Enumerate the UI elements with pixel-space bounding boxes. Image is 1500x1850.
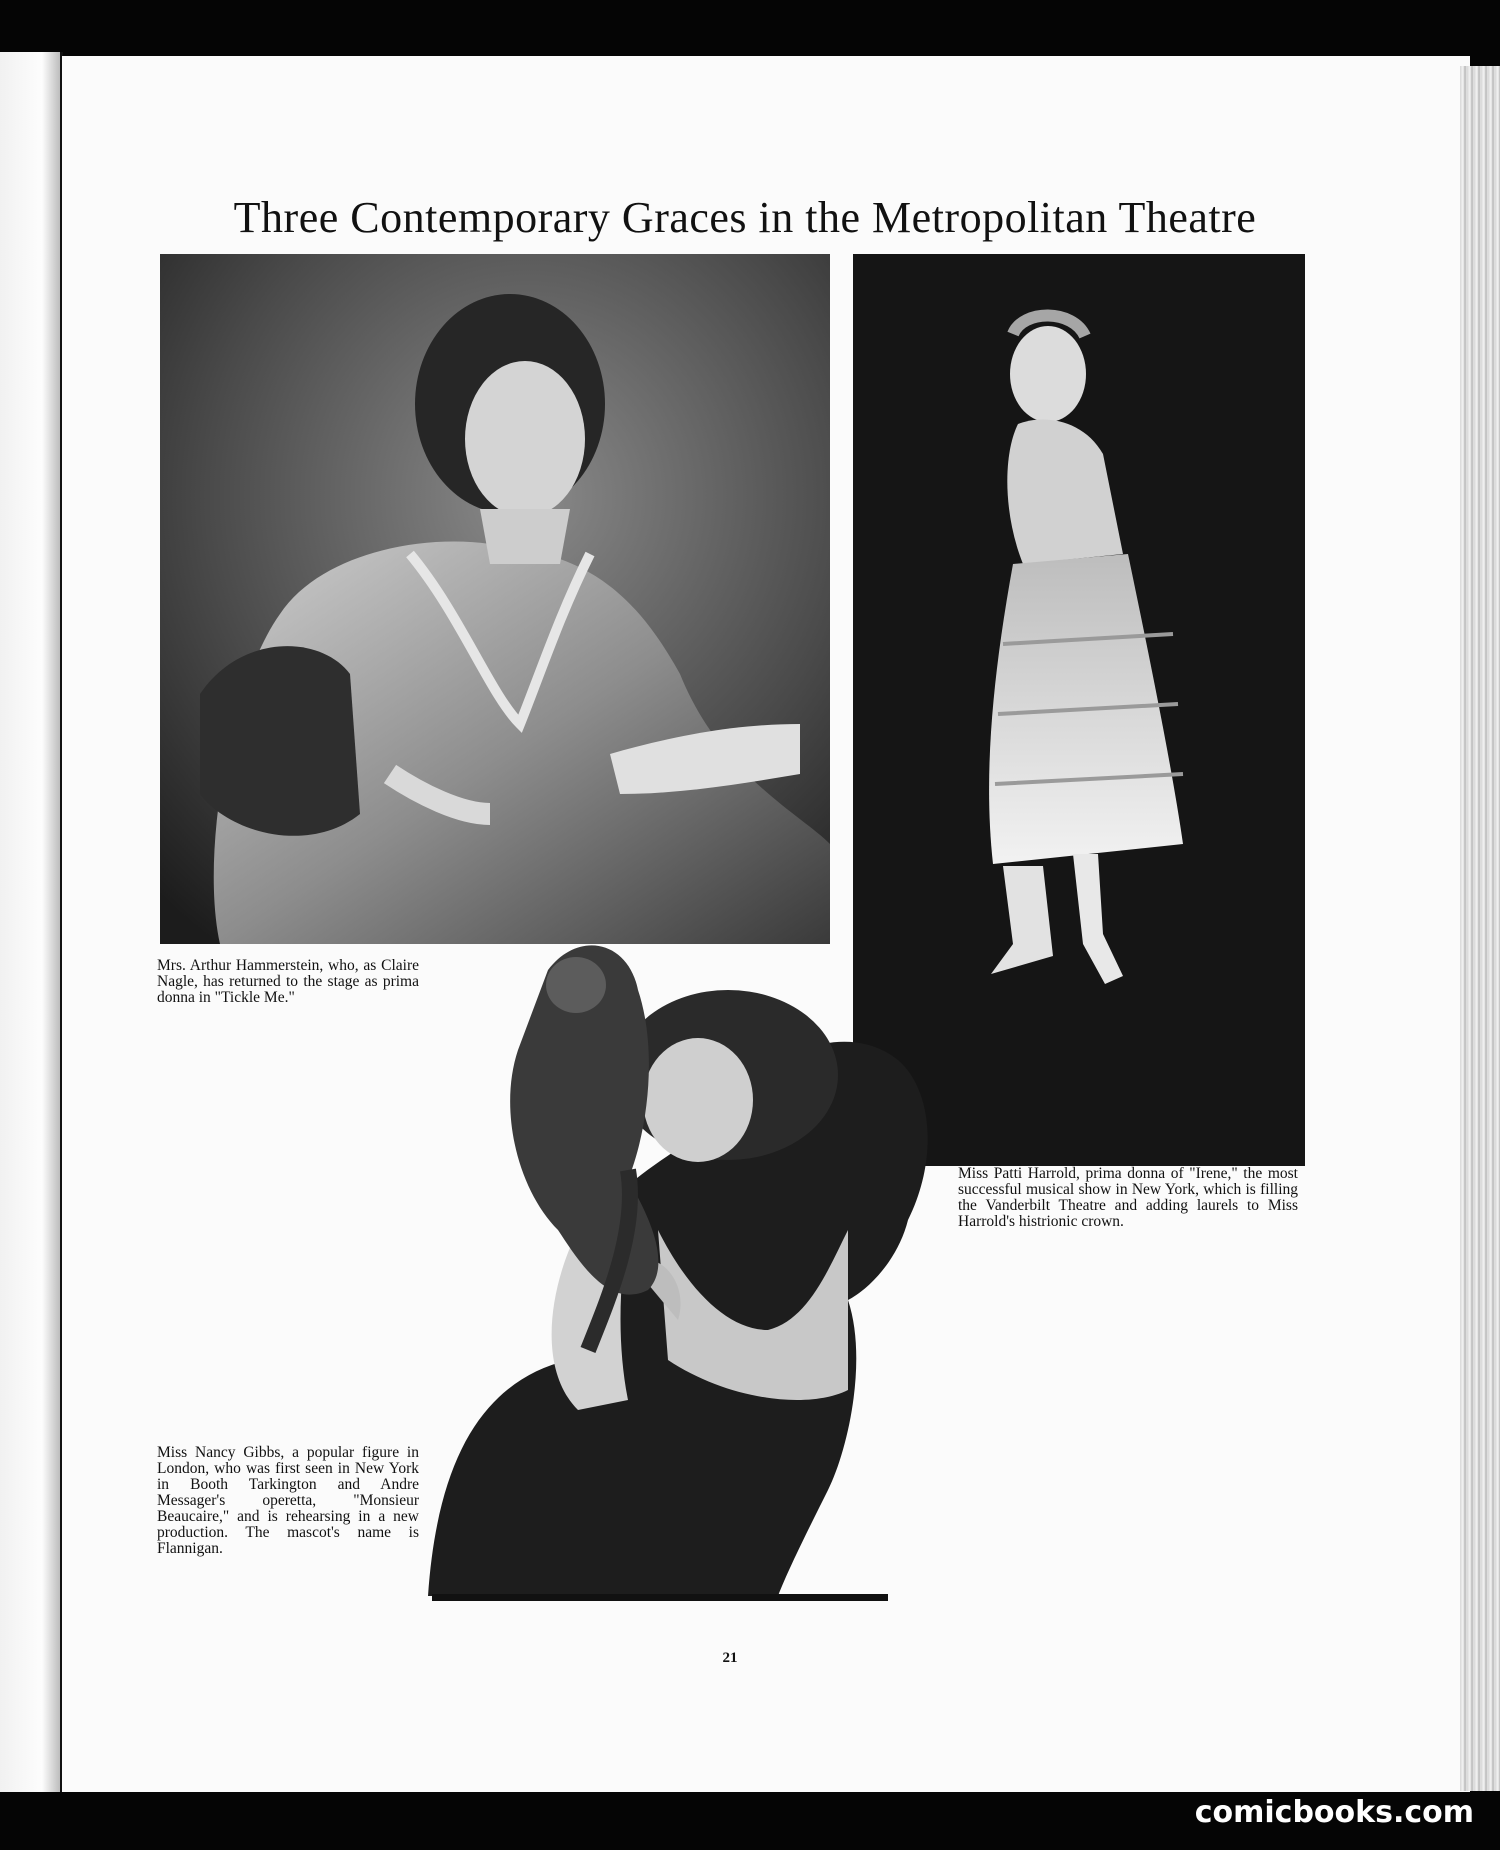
caption-harrold: Miss Patti Harrold, prima donna of "Irene," the most successful musical show in New York, which is filling the Vanderbilt Theatre and adding laurels to Miss Harrold's histrionic crown. bbox=[958, 1165, 1298, 1230]
page-number: 21 bbox=[722, 1650, 738, 1666]
photo-hammerstein bbox=[160, 254, 830, 944]
photo-gibbs bbox=[428, 930, 938, 1596]
left-page-edge bbox=[0, 52, 63, 1792]
caption-gibbs: Miss Nancy Gibbs, a popular figure in London, who was first seen in New York in Booth Tarkington and Andre Messager's operetta, "Monsieur Beaucaire," and is rehearsing in a new production. The mascot's name is Flannigan. bbox=[157, 1444, 419, 1557]
book-page-edges bbox=[1460, 66, 1500, 1791]
watermark: comicbooks.com bbox=[1194, 1795, 1474, 1830]
page-title: Three Contemporary Graces in the Metropolitan Theatre bbox=[233, 193, 1257, 242]
photo-base-rule bbox=[432, 1594, 888, 1601]
caption-hammerstein: Mrs. Arthur Hammerstein, who, as Claire Nagle, has returned to the stage as prima donna in "Tickle Me." bbox=[157, 957, 419, 1006]
